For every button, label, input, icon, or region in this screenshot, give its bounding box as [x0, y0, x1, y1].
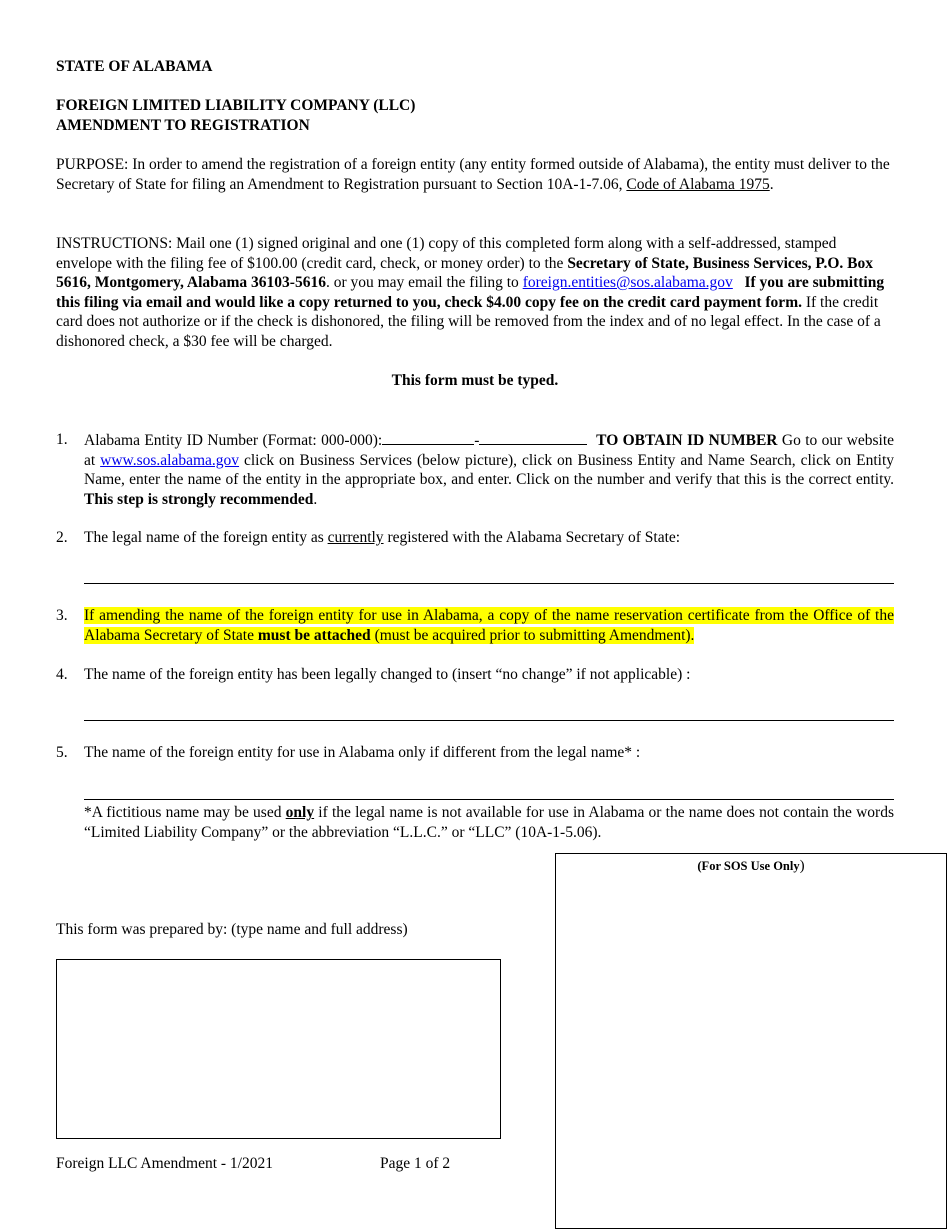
email-link[interactable]: foreign.entities@sos.alabama.gov — [522, 274, 733, 291]
footnote-text1: *A fictitious name may be used — [84, 804, 286, 821]
state-title: STATE OF ALABAMA — [56, 58, 213, 75]
instructions-part2: . or you may email the filing to — [325, 274, 523, 291]
purpose-text: PURPOSE: In order to amend the registration of a foreign entity (any entity formed outside of Alabama), the entity must deliver to the Secretary of State for filing an Amendment to Registration pursuant to Section 10A-1-7.06, — [56, 156, 890, 193]
email-copy-notice: If you are submitting this filing via email and would like a copy returned to you, check $4.00 copy fee on the credit card payment form. — [56, 274, 885, 311]
prepared-by-box[interactable] — [56, 959, 501, 1139]
item-3-number: 3. — [56, 607, 68, 624]
instructions-part3: If the credit card does not authorize or if the check is dishonored, the filing will be removed from the index and of no legal effect. In the case of a dishonored check, a $30 fee will be charged. — [56, 293, 881, 350]
purpose-paragraph — [56, 155, 894, 194]
entity-id-label: Alabama Entity ID Number (Format: 000-000): — [84, 432, 383, 449]
item-4-text: The name of the foreign entity has been legally changed to (insert “no change” if not applicable) : — [84, 666, 691, 683]
entity-id-field-a[interactable] — [382, 430, 474, 445]
item-5-text: The name of the foreign entity for use in Alabama only if different from the legal name* : — [84, 744, 641, 761]
item-2-text2: registered with the Alabama Secretary of State: — [383, 529, 681, 546]
item-1-end: . — [313, 490, 318, 508]
fictitious-name-footnote — [84, 803, 894, 842]
item-4-number: 4. — [56, 666, 68, 683]
item-1-text1: Go to our website at — [84, 432, 895, 469]
sos-label-paren: ) — [799, 858, 805, 874]
strongly-recommended: This step is strongly recommended — [84, 490, 314, 508]
form-title-line1: FOREIGN LIMITED LIABILITY COMPANY (LLC) — [56, 97, 416, 114]
typed-notice: This form must be typed. — [391, 372, 559, 389]
changed-name-field[interactable] — [84, 720, 894, 721]
item-1-text — [84, 430, 894, 509]
mailing-address: Secretary of State, Business Services, P.O. Box 5616, Montgomery, Alabama 36103-5616 — [56, 254, 873, 291]
item-5-number: 5. — [56, 744, 68, 761]
sos-website-link[interactable]: www.sos.alabama.gov — [100, 451, 240, 469]
item-3-text1: If amending the name of the foreign entity for use in Alabama, a copy of the name reservation certificate from the Office of the Alabama Secretary of State — [84, 607, 894, 644]
form-identifier: Foreign LLC Amendment - 1/2021 — [56, 1155, 273, 1172]
item-3-text2: (must be acquired prior to submitting Amendment). — [370, 626, 695, 644]
instructions-part1: INSTRUCTIONS: Mail one (1) signed original and one (1) copy of this completed form along with a self-addressed, stamped envelope with the filing fee of $100.00 (credit card, check, or money order) to the — [56, 235, 837, 272]
footnote-text2: if the legal name is not available for use in Alabama or the name does not contain the words “Limited Liability Company” or the abbreviation “L.L.C.” or “LLC” (10A-1-5.06). — [84, 804, 894, 841]
item-3-text — [84, 606, 894, 645]
sos-label-text: (For SOS Use Only — [697, 859, 800, 873]
item-2-number: 2. — [56, 529, 68, 546]
item-2-text1: The legal name of the foreign entity as — [84, 529, 328, 546]
sos-use-only-label — [556, 858, 946, 874]
obtain-id-heading: TO OBTAIN ID NUMBER — [596, 432, 778, 449]
item-1-text2: click on Business Services (below picture), click on Business Entity and Name Search, click on Entity Name, enter the name of the entity in the appropriate box, and enter. Click on the number and verify that this is the correct entity. — [84, 451, 895, 488]
legal-name-field[interactable] — [84, 583, 894, 584]
prepared-by-label: This form was prepared by: (type name and full address) — [56, 921, 408, 938]
item-1-number: 1. — [56, 431, 68, 448]
alabama-name-field[interactable] — [84, 799, 894, 800]
instructions-paragraph — [56, 234, 894, 351]
item-2-text — [84, 528, 894, 548]
must-be-attached: must be attached — [257, 626, 371, 644]
currently-word: currently — [327, 529, 384, 546]
entity-id-field-b[interactable] — [479, 430, 587, 445]
purpose-end: . — [769, 175, 774, 193]
footnote-only: only — [285, 804, 315, 821]
page-number: Page 1 of 2 — [380, 1155, 451, 1172]
entity-id-dash: - — [474, 432, 480, 449]
form-title-line2: AMENDMENT TO REGISTRATION — [56, 117, 310, 134]
sos-use-only-box — [555, 853, 947, 1229]
code-of-alabama: Code of Alabama 1975 — [626, 175, 770, 193]
